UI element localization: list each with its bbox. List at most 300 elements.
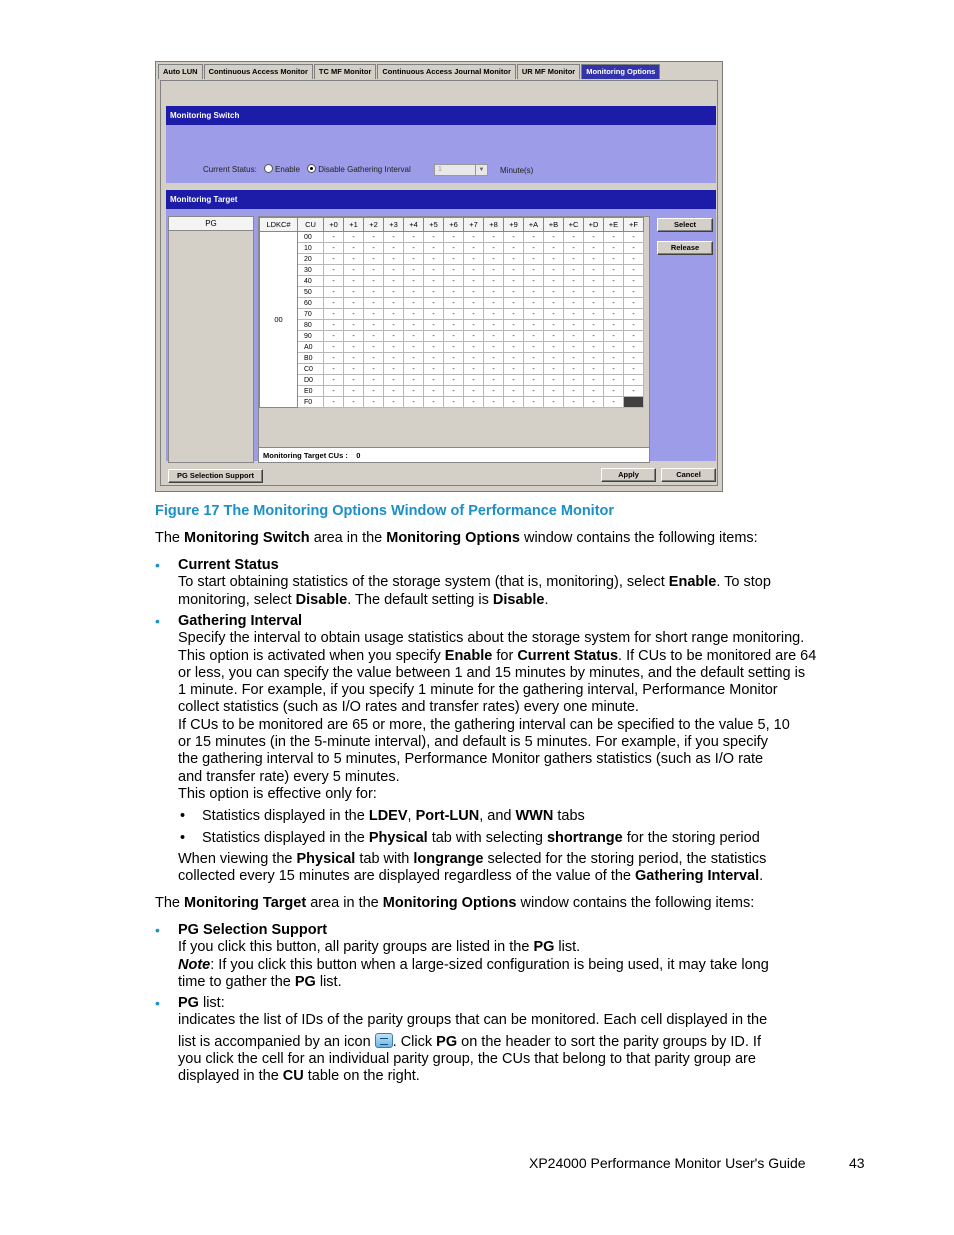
cu-cell[interactable]: -	[624, 298, 644, 309]
cu-cell[interactable]: -	[424, 254, 444, 265]
gathering-interval-select[interactable]	[434, 164, 488, 176]
cu-row-label: D0	[298, 375, 324, 386]
cu-cell[interactable]: -	[484, 309, 504, 320]
cu-column-header: +C	[564, 218, 584, 232]
cu-cell[interactable]: -	[404, 353, 424, 364]
cu-cell[interactable]: -	[344, 232, 364, 243]
cu-cell[interactable]: -	[604, 353, 624, 364]
cu-cell[interactable]: -	[324, 386, 344, 397]
cu-cell[interactable]: -	[524, 276, 544, 287]
cu-cell[interactable]: -	[564, 375, 584, 386]
cu-cell[interactable]: -	[624, 353, 644, 364]
cu-cell[interactable]: -	[364, 320, 384, 331]
pg-header[interactable]: PG	[169, 217, 253, 231]
cu-cell[interactable]: -	[504, 397, 524, 408]
cu-cell[interactable]: -	[624, 265, 644, 276]
cu-cell[interactable]: -	[384, 309, 404, 320]
cu-cell[interactable]: -	[524, 331, 544, 342]
cu-cell[interactable]: -	[464, 265, 484, 276]
cu-cell[interactable]: -	[404, 265, 424, 276]
cu-cell[interactable]: -	[524, 342, 544, 353]
cu-cell[interactable]: -	[484, 298, 504, 309]
cu-cell[interactable]: -	[444, 254, 464, 265]
cu-cell[interactable]: -	[384, 298, 404, 309]
cu-cell[interactable]: -	[364, 243, 384, 254]
tab-tc-mf-monitor[interactable]: TC MF Monitor	[314, 64, 377, 79]
release-button[interactable]: Release	[657, 241, 713, 255]
cu-cell[interactable]: -	[344, 243, 364, 254]
pg-list[interactable]	[168, 216, 254, 463]
cancel-button[interactable]: Cancel	[661, 468, 716, 482]
cu-cell[interactable]: -	[344, 309, 364, 320]
cu-cell[interactable]: -	[324, 364, 344, 375]
cu-cell[interactable]: -	[364, 342, 384, 353]
cu-cell[interactable]: -	[404, 309, 424, 320]
cu-cell[interactable]: -	[584, 243, 604, 254]
cu-cell[interactable]: -	[544, 397, 564, 408]
cu-cell[interactable]: -	[384, 320, 404, 331]
cu-row-label: 10	[298, 243, 324, 254]
cu-cell[interactable]	[624, 397, 644, 408]
cu-cell[interactable]: -	[624, 232, 644, 243]
cu-cell[interactable]: -	[324, 309, 344, 320]
cu-cell[interactable]: -	[544, 353, 564, 364]
cu-cell[interactable]: -	[584, 276, 604, 287]
cu-cell[interactable]: -	[344, 331, 364, 342]
cu-cell[interactable]: -	[404, 364, 424, 375]
cu-cell[interactable]: -	[404, 298, 424, 309]
cu-cell[interactable]: -	[404, 254, 424, 265]
cu-cell[interactable]: -	[324, 298, 344, 309]
cu-cell[interactable]: -	[544, 331, 564, 342]
cu-cell[interactable]: -	[344, 342, 364, 353]
cu-cell[interactable]: -	[344, 364, 364, 375]
cu-cell[interactable]: -	[624, 364, 644, 375]
cu-cell[interactable]: -	[524, 254, 544, 265]
table-row	[260, 309, 644, 320]
cu-cell[interactable]: -	[504, 375, 524, 386]
cu-cell[interactable]: -	[404, 243, 424, 254]
cu-cell[interactable]: -	[504, 254, 524, 265]
cu-cell[interactable]: -	[604, 276, 624, 287]
cu-cell[interactable]: -	[404, 397, 424, 408]
cu-cell[interactable]: -	[384, 375, 404, 386]
cu-cell[interactable]: -	[324, 276, 344, 287]
cu-cell[interactable]: -	[464, 397, 484, 408]
cu-cell[interactable]: -	[624, 276, 644, 287]
cu-cell[interactable]: -	[444, 364, 464, 375]
cu-cell[interactable]: -	[584, 331, 604, 342]
cu-cell[interactable]: -	[464, 254, 484, 265]
cu-cell[interactable]: -	[504, 243, 524, 254]
cu-cell[interactable]: -	[584, 232, 604, 243]
tab-monitoring-options[interactable]: Monitoring Options	[581, 64, 660, 79]
cu-cell[interactable]: -	[404, 386, 424, 397]
cu-cell[interactable]: -	[444, 375, 464, 386]
cu-cell[interactable]: -	[424, 364, 444, 375]
cu-cell[interactable]: -	[424, 276, 444, 287]
cu-cell[interactable]: -	[524, 232, 544, 243]
cu-cell[interactable]: -	[344, 298, 364, 309]
cu-cell[interactable]: -	[384, 287, 404, 298]
cu-cell[interactable]: -	[444, 309, 464, 320]
minutes-label: Minute(s)	[500, 166, 534, 175]
cu-cell[interactable]: -	[404, 375, 424, 386]
cu-row-label: F0	[298, 397, 324, 408]
cu-cell[interactable]: -	[584, 265, 604, 276]
cu-column-header: +2	[364, 218, 384, 232]
cu-cell[interactable]: -	[564, 364, 584, 375]
disable-radio[interactable]	[307, 164, 316, 173]
cu-cell[interactable]: -	[324, 397, 344, 408]
cu-cell[interactable]: -	[344, 276, 364, 287]
cu-cell[interactable]: -	[364, 254, 384, 265]
cu-cell[interactable]: -	[424, 353, 444, 364]
cu-cell[interactable]: -	[424, 287, 444, 298]
cu-cell[interactable]: -	[424, 309, 444, 320]
cu-cell[interactable]: -	[324, 331, 344, 342]
cu-cell[interactable]: -	[524, 397, 544, 408]
cu-cell[interactable]: -	[564, 287, 584, 298]
cu-cell[interactable]: -	[444, 243, 464, 254]
cu-cell[interactable]: -	[424, 232, 444, 243]
cu-cell[interactable]: -	[544, 386, 564, 397]
cu-cell[interactable]: -	[504, 287, 524, 298]
cu-cell[interactable]: -	[584, 320, 604, 331]
cu-cell[interactable]: -	[424, 342, 444, 353]
cu-cell[interactable]: -	[524, 375, 544, 386]
cu-cell[interactable]: -	[484, 276, 504, 287]
cu-column-header: +6	[444, 218, 464, 232]
pg-selection-support-button[interactable]: PG Selection Support	[168, 469, 263, 483]
cu-cell[interactable]: -	[364, 276, 384, 287]
cu-cell[interactable]: -	[324, 320, 344, 331]
cu-cell[interactable]: -	[384, 243, 404, 254]
cu-cell[interactable]: -	[444, 386, 464, 397]
cu-row-label: 30	[298, 265, 324, 276]
cu-cell[interactable]: -	[404, 320, 424, 331]
cu-cell[interactable]: -	[564, 331, 584, 342]
cu-cell[interactable]: -	[564, 265, 584, 276]
cu-cell[interactable]: -	[544, 232, 564, 243]
cu-cell[interactable]: -	[344, 254, 364, 265]
cu-cell[interactable]: -	[464, 309, 484, 320]
cu-cell[interactable]: -	[464, 364, 484, 375]
cu-cell[interactable]: -	[624, 254, 644, 265]
cu-cell[interactable]: -	[544, 276, 564, 287]
apply-button[interactable]: Apply	[601, 468, 656, 482]
cu-cell[interactable]: -	[604, 265, 624, 276]
cu-cell[interactable]: -	[524, 364, 544, 375]
cu-cell[interactable]: -	[364, 331, 384, 342]
cu-cell[interactable]: -	[624, 331, 644, 342]
cu-cell[interactable]: -	[584, 254, 604, 265]
cu-cell[interactable]: -	[424, 375, 444, 386]
cu-cell[interactable]: -	[564, 243, 584, 254]
cu-cell[interactable]: -	[484, 254, 504, 265]
cu-cell[interactable]: -	[384, 265, 404, 276]
cu-cell[interactable]: -	[444, 342, 464, 353]
cu-cell[interactable]: -	[624, 287, 644, 298]
cu-cell[interactable]: -	[464, 232, 484, 243]
cu-cell[interactable]: -	[484, 243, 504, 254]
cu-cell[interactable]: -	[444, 397, 464, 408]
cu-row-label: 50	[298, 287, 324, 298]
cu-cell[interactable]: -	[624, 386, 644, 397]
cu-cell[interactable]: -	[344, 265, 364, 276]
table-row	[260, 232, 644, 243]
cu-cell[interactable]: -	[384, 276, 404, 287]
cu-cell[interactable]: -	[384, 386, 404, 397]
cu-table-area	[258, 216, 650, 463]
cu-cell[interactable]: -	[524, 320, 544, 331]
cu-cell[interactable]: -	[364, 353, 384, 364]
cu-cell[interactable]: -	[424, 397, 444, 408]
cu-cell[interactable]: -	[504, 320, 524, 331]
intro-paragraph-2: The Monitoring Target area in the Monitoring Options window contains the following items:	[155, 895, 755, 911]
select-button[interactable]: Select	[657, 218, 713, 232]
gathering-interval-label: Gathering Interval	[347, 165, 411, 174]
cu-cell[interactable]: -	[564, 353, 584, 364]
cu-cell[interactable]: -	[504, 331, 524, 342]
cu-cell[interactable]: -	[624, 342, 644, 353]
cu-cell[interactable]: -	[504, 364, 524, 375]
cu-cell[interactable]: -	[584, 386, 604, 397]
cu-cell[interactable]: -	[404, 342, 424, 353]
cu-cell[interactable]: -	[584, 375, 604, 386]
cu-cell[interactable]: -	[564, 276, 584, 287]
cu-cell[interactable]: -	[544, 364, 564, 375]
cu-cell[interactable]: -	[604, 386, 624, 397]
cu-cell[interactable]: -	[404, 276, 424, 287]
cu-cell[interactable]: -	[364, 265, 384, 276]
cu-cell[interactable]: -	[484, 397, 504, 408]
cu-cell[interactable]: -	[584, 298, 604, 309]
cu-cell[interactable]: -	[324, 254, 344, 265]
cu-cell[interactable]: -	[344, 386, 364, 397]
table-row	[260, 364, 644, 375]
cu-cell[interactable]: -	[484, 375, 504, 386]
cu-cell[interactable]: -	[364, 397, 384, 408]
cu-cell[interactable]: -	[364, 232, 384, 243]
cu-cell[interactable]: -	[444, 276, 464, 287]
cu-cell[interactable]: -	[484, 386, 504, 397]
cu-cell[interactable]: -	[604, 342, 624, 353]
cu-cell[interactable]: -	[464, 331, 484, 342]
cu-cell[interactable]: -	[344, 397, 364, 408]
cu-cell[interactable]: -	[424, 320, 444, 331]
cu-cell[interactable]: -	[384, 232, 404, 243]
cu-cell[interactable]: -	[604, 364, 624, 375]
cu-cell[interactable]: -	[464, 320, 484, 331]
cu-column-header: +A	[524, 218, 544, 232]
cu-cell[interactable]: -	[604, 331, 624, 342]
cu-cell[interactable]: -	[504, 386, 524, 397]
cu-cell[interactable]: -	[484, 364, 504, 375]
cu-cell[interactable]: -	[484, 287, 504, 298]
cu-cell[interactable]: -	[524, 287, 544, 298]
cu-cell[interactable]: -	[344, 287, 364, 298]
cu-cell[interactable]: -	[384, 342, 404, 353]
cu-cell[interactable]: -	[544, 254, 564, 265]
cu-cell[interactable]: -	[584, 342, 604, 353]
cu-cell[interactable]: -	[564, 254, 584, 265]
cu-cell[interactable]: -	[584, 397, 604, 408]
cu-cell[interactable]: -	[504, 232, 524, 243]
cu-column-header: +F	[624, 218, 644, 232]
cu-cell[interactable]: -	[404, 331, 424, 342]
intro-paragraph-1: The Monitoring Switch area in the Monitoring Options window contains the following items:	[155, 530, 758, 546]
cu-cell[interactable]: -	[604, 375, 624, 386]
cu-cell[interactable]: -	[544, 298, 564, 309]
cu-cell[interactable]: -	[464, 353, 484, 364]
cu-cell[interactable]: -	[584, 287, 604, 298]
cu-cell[interactable]: -	[344, 353, 364, 364]
cu-cell[interactable]: -	[404, 287, 424, 298]
cu-cell[interactable]: -	[324, 375, 344, 386]
cu-cell[interactable]: -	[524, 265, 544, 276]
cu-cell[interactable]: -	[544, 287, 564, 298]
cu-cell[interactable]: -	[604, 287, 624, 298]
cu-cell[interactable]: -	[404, 232, 424, 243]
sub-bullet-2: • Statistics displayed in the Physical tab with selecting shortrange for the storing period	[180, 830, 760, 846]
cu-cell[interactable]: -	[424, 243, 444, 254]
cu-cell[interactable]: -	[484, 331, 504, 342]
cu-cell[interactable]: -	[504, 342, 524, 353]
cu-cell[interactable]: -	[524, 243, 544, 254]
cu-cell[interactable]: -	[364, 298, 384, 309]
cu-cell[interactable]: -	[484, 342, 504, 353]
cu-cell[interactable]: -	[584, 364, 604, 375]
cu-cell[interactable]: -	[564, 386, 584, 397]
cu-cell[interactable]: -	[444, 331, 464, 342]
cu-cell[interactable]: -	[564, 298, 584, 309]
cu-cell[interactable]: -	[564, 397, 584, 408]
table-row	[260, 243, 644, 254]
table-row	[260, 265, 644, 276]
cu-cell[interactable]: -	[444, 298, 464, 309]
cu-cell[interactable]: -	[344, 375, 364, 386]
cu-cell[interactable]: -	[624, 309, 644, 320]
cu-cell[interactable]: -	[384, 364, 404, 375]
tab-continuous-access-monitor[interactable]: Continuous Access Monitor	[204, 64, 313, 79]
cu-cell[interactable]: -	[324, 265, 344, 276]
cu-cell[interactable]: -	[604, 298, 624, 309]
cu-cell[interactable]: -	[604, 397, 624, 408]
table-row	[260, 353, 644, 364]
cu-cell[interactable]: -	[524, 386, 544, 397]
cu-cell[interactable]: -	[504, 309, 524, 320]
cu-cell[interactable]: -	[624, 320, 644, 331]
cu-cell[interactable]: -	[584, 353, 604, 364]
cu-cell[interactable]: -	[364, 287, 384, 298]
cu-cell[interactable]: -	[544, 320, 564, 331]
cu-cell[interactable]: -	[484, 265, 504, 276]
cu-cell[interactable]: -	[524, 353, 544, 364]
cu-cell[interactable]: -	[324, 342, 344, 353]
cu-cell[interactable]: -	[604, 232, 624, 243]
cu-cell[interactable]: -	[484, 320, 504, 331]
cu-cell[interactable]: -	[564, 309, 584, 320]
sub-bullet-1: • Statistics displayed in the LDEV, Port-LUN, and WWN tabs	[180, 808, 585, 824]
cu-cell[interactable]: -	[544, 375, 564, 386]
cu-cell[interactable]: -	[604, 243, 624, 254]
cu-cell[interactable]: -	[504, 298, 524, 309]
cu-cell[interactable]: -	[464, 298, 484, 309]
cu-cell[interactable]: -	[464, 287, 484, 298]
cu-cell[interactable]: -	[384, 331, 404, 342]
cu-cell[interactable]: -	[324, 353, 344, 364]
cu-cell[interactable]: -	[484, 232, 504, 243]
cu-cell[interactable]: -	[544, 309, 564, 320]
cu-cell[interactable]: -	[344, 320, 364, 331]
cu-column-header: +7	[464, 218, 484, 232]
cu-cell[interactable]: -	[324, 287, 344, 298]
cu-cell[interactable]: -	[604, 309, 624, 320]
cu-cell[interactable]: -	[484, 353, 504, 364]
cu-cell[interactable]: -	[324, 232, 344, 243]
cu-cell[interactable]: -	[524, 298, 544, 309]
cu-cell[interactable]: -	[604, 254, 624, 265]
cu-cell[interactable]: -	[444, 232, 464, 243]
cu-cell[interactable]: -	[604, 320, 624, 331]
cu-cell[interactable]: -	[464, 386, 484, 397]
cu-cell[interactable]: -	[564, 232, 584, 243]
cu-cell[interactable]: -	[464, 276, 484, 287]
cu-cell[interactable]: -	[464, 375, 484, 386]
cu-cell[interactable]: -	[384, 397, 404, 408]
tab-ur-mf-monitor[interactable]: UR MF Monitor	[517, 64, 580, 79]
cu-cell[interactable]: -	[424, 298, 444, 309]
cu-cell[interactable]: -	[324, 243, 344, 254]
cu-cell[interactable]: -	[624, 375, 644, 386]
cu-cell[interactable]: -	[564, 320, 584, 331]
cu-cell[interactable]: -	[364, 375, 384, 386]
cu-cell[interactable]: -	[384, 254, 404, 265]
cu-cell[interactable]: -	[424, 386, 444, 397]
cu-cell[interactable]: -	[584, 309, 604, 320]
cu-cell[interactable]: -	[444, 287, 464, 298]
cu-cell[interactable]: -	[424, 331, 444, 342]
enable-radio[interactable]	[264, 164, 273, 173]
cu-cell[interactable]: -	[444, 353, 464, 364]
tab-continuous-access-journal-monitor[interactable]: Continuous Access Journal Monitor	[377, 64, 515, 79]
cu-cell[interactable]: -	[364, 386, 384, 397]
cu-cell[interactable]: -	[364, 309, 384, 320]
cu-cell[interactable]: -	[524, 309, 544, 320]
cu-cell[interactable]: -	[444, 265, 464, 276]
cu-cell[interactable]: -	[504, 265, 524, 276]
cu-cell[interactable]: -	[444, 320, 464, 331]
cu-cell[interactable]: -	[544, 265, 564, 276]
cu-cell[interactable]: -	[424, 265, 444, 276]
current-status-item: Current Status To start obtaining statistics of the storage system (that is, monitoring), select Enable. To stop monitoring, select Disable. The default setting is Disable.	[178, 557, 771, 608]
cu-cell[interactable]: -	[464, 243, 484, 254]
cu-cell[interactable]: -	[544, 243, 564, 254]
cu-cell[interactable]: -	[544, 342, 564, 353]
cu-cell[interactable]: -	[384, 353, 404, 364]
cu-row-label: 60	[298, 298, 324, 309]
cu-cell[interactable]: -	[504, 276, 524, 287]
cu-cell[interactable]: -	[624, 243, 644, 254]
gathering-interval-item: Gathering Interval Specify the interval to obtain usage statistics about the storage system for short range monitoring. This option is activated when you specify Enable for Current Status. If CUs to be monitored are 64 or less, you can specify the value between 1 and 15 minutes by minutes, and the default setting is 1 minute. For example, if you specify 1 minute for the gathering interval, Performance Monitor collect statistics (such as I/O rates and transfer rates) every one minute. If CUs to be monitored are 65 or more, the gathering interval can be specified to the value 5, 10 or 15 minutes (in the 5-minute interval), and default is 5 minutes. For example, if you specify the gathering interval to 5 minutes, Performance Monitor gathers statistics (such as I/O rate and transfer rate) every 5 minutes. This option is effective only for:	[178, 613, 817, 802]
cu-cell[interactable]: -	[504, 353, 524, 364]
cu-row-label: 20	[298, 254, 324, 265]
cu-cell[interactable]: -	[364, 364, 384, 375]
cu-cell[interactable]: -	[564, 342, 584, 353]
tab-auto-lun[interactable]: Auto LUN	[158, 64, 203, 79]
cu-cell[interactable]: -	[464, 342, 484, 353]
